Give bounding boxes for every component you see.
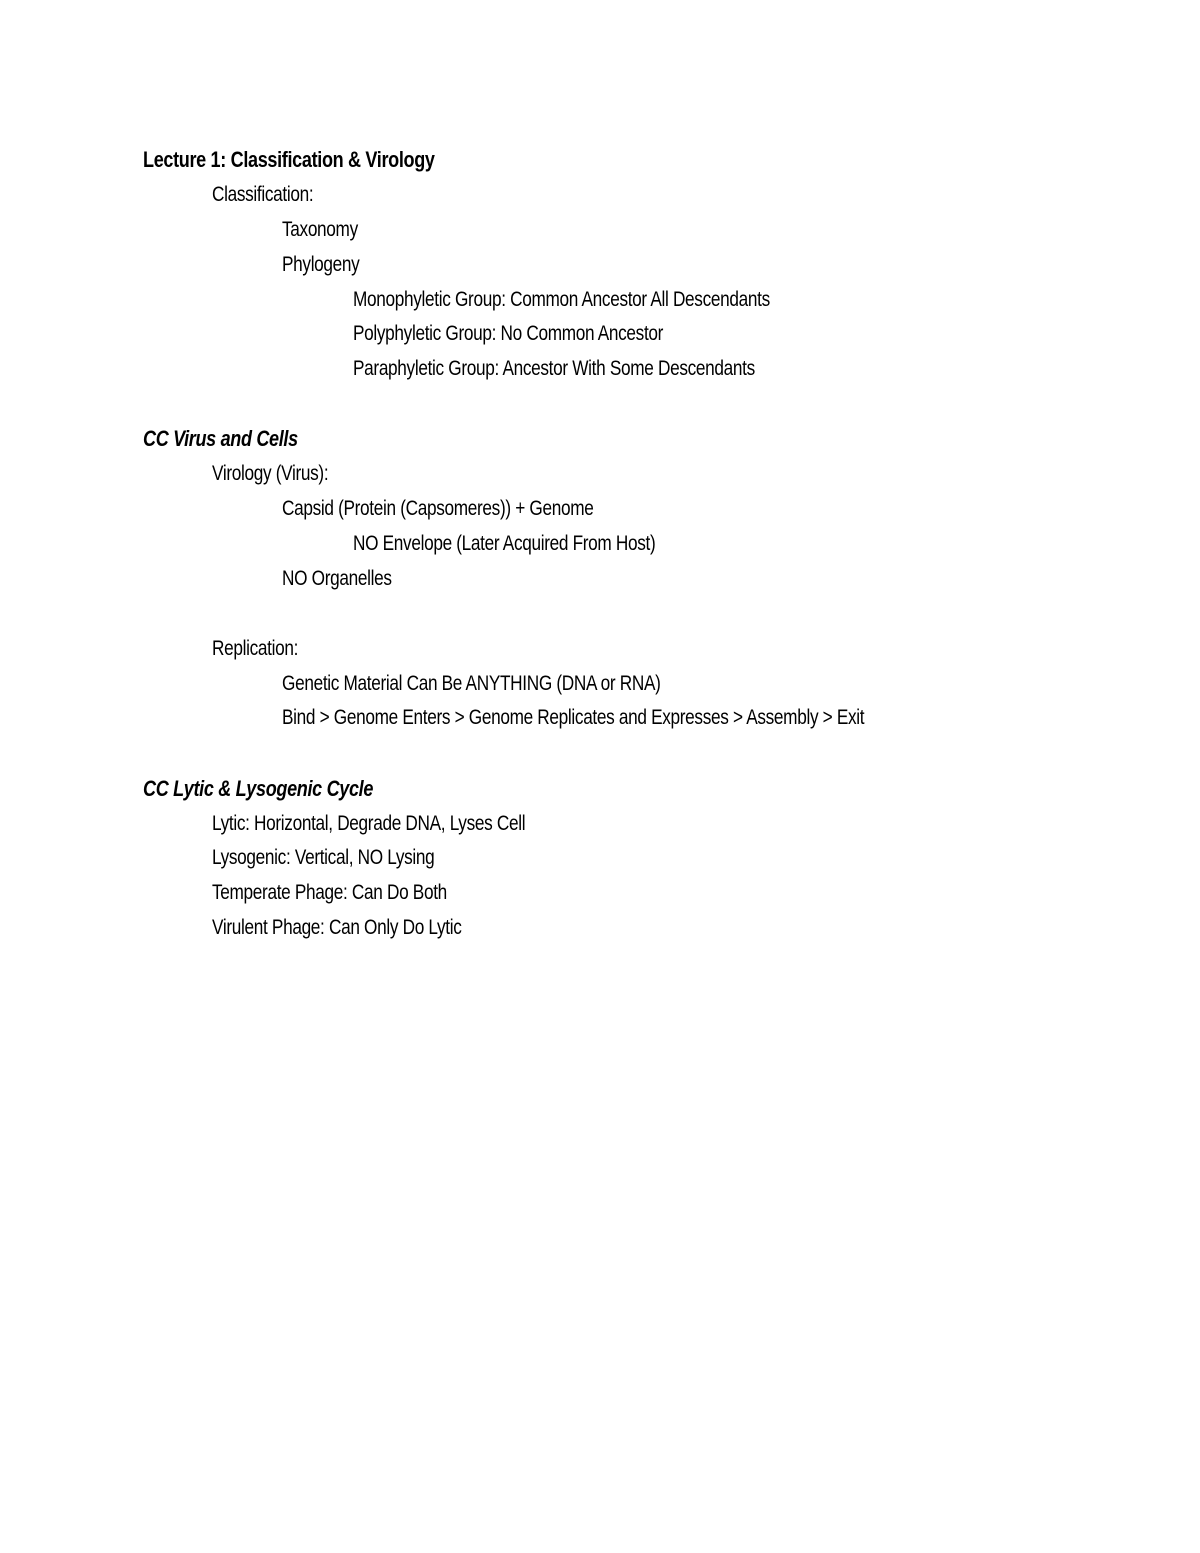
capsid-item: Capsid (Protein (Capsomeres)) + Genome (282, 497, 594, 520)
replication-label: Replication: (212, 637, 299, 660)
genetic-material-item: Genetic Material Can Be ANYTHING (DNA or RNA) (282, 672, 661, 695)
virus-cells-title: CC Virus and Cells (143, 426, 298, 451)
lecture-title: Lecture 1: Classification & Virology (143, 147, 435, 172)
cycles-title: CC Lytic & Lysogenic Cycle (143, 776, 374, 801)
paraphyletic-item: Paraphyletic Group: Ancestor With Some Descendants (353, 357, 755, 380)
organelles-item: NO Organelles (282, 567, 392, 590)
monophyletic-item: Monophyletic Group: Common Ancestor All Descendants (353, 288, 770, 311)
lysogenic-item: Lysogenic: Vertical, NO Lysing (212, 846, 435, 869)
envelope-item: NO Envelope (Later Acquired From Host) (353, 532, 656, 555)
classification-label: Classification: (212, 183, 314, 206)
phylogeny-item: Phylogeny (282, 253, 360, 276)
virulent-item: Virulent Phage: Can Only Do Lytic (212, 916, 462, 939)
polyphyletic-item: Polyphyletic Group: No Common Ancestor (353, 322, 664, 345)
temperate-item: Temperate Phage: Can Do Both (212, 881, 447, 904)
lytic-item: Lytic: Horizontal, Degrade DNA, Lyses Cell (212, 812, 526, 835)
taxonomy-item: Taxonomy (282, 218, 358, 241)
virology-label: Virology (Virus): (212, 462, 329, 485)
replication-steps-item: Bind > Genome Enters > Genome Replicates and Expresses > Assembly > Exit (282, 706, 865, 729)
